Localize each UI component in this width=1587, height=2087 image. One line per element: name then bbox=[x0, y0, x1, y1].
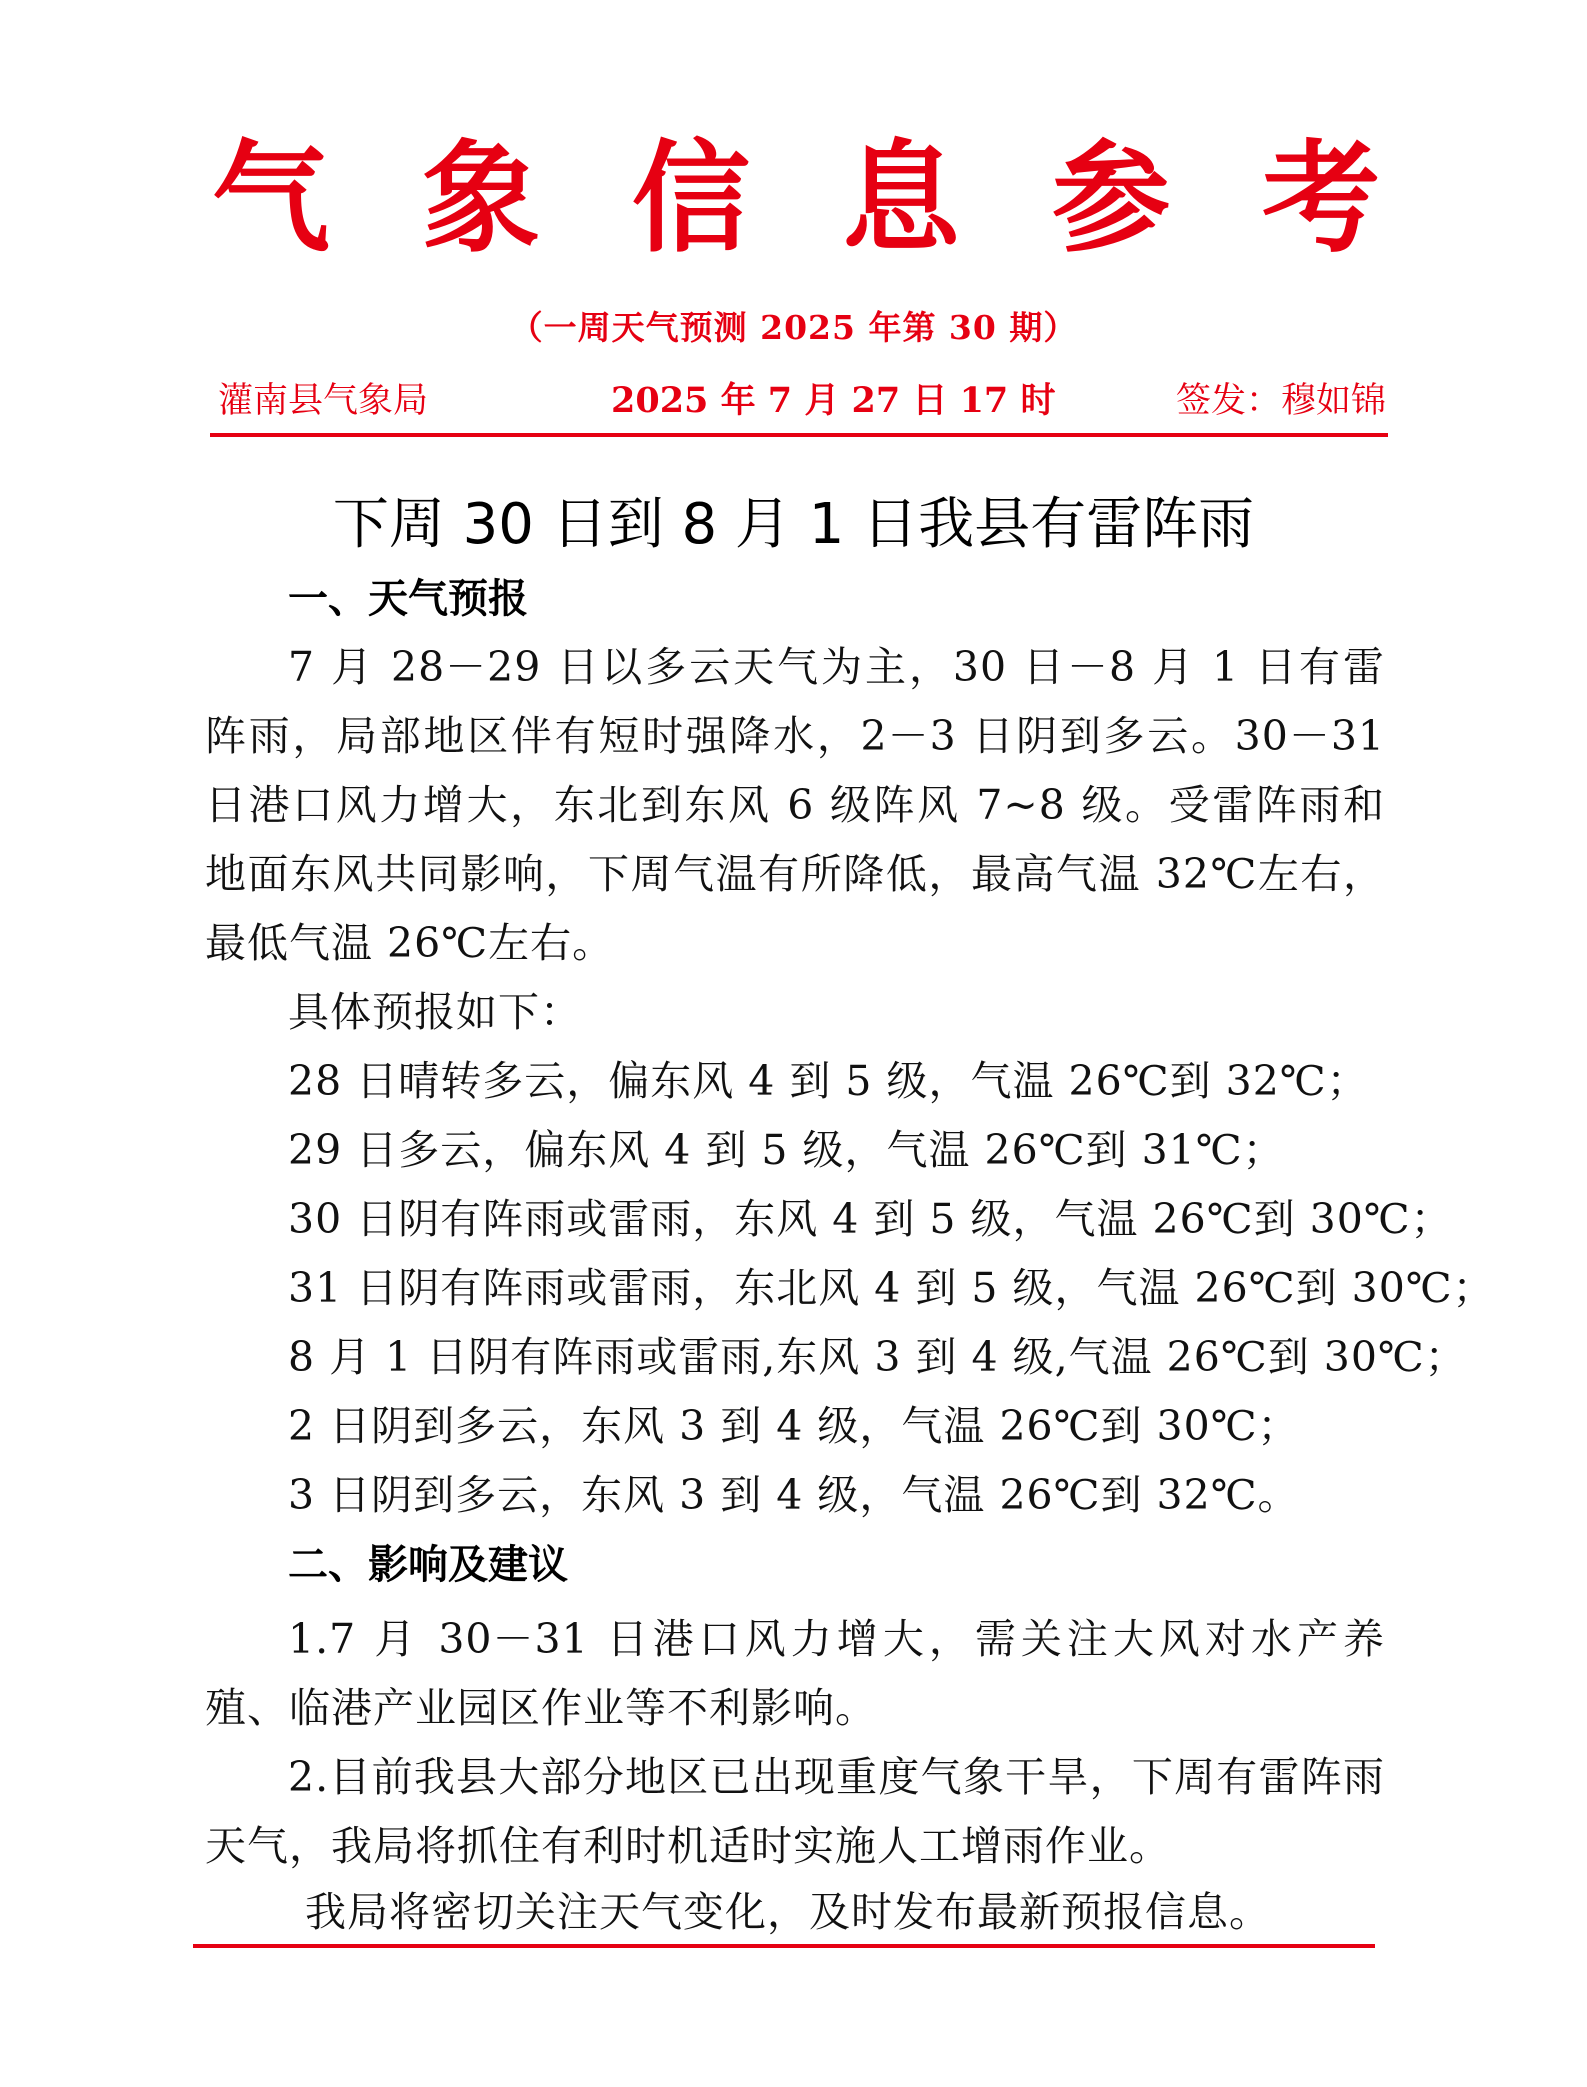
advice-item-2 bbox=[205, 1743, 1385, 1881]
daily-forecast-line: 30 日阴有阵雨或雷雨，东风 4 到 5 级，气温 26℃到 30℃； bbox=[288, 1195, 1453, 1243]
footer-divider bbox=[193, 1944, 1375, 1948]
header-divider bbox=[210, 433, 1388, 437]
forecast-summary bbox=[205, 633, 1385, 978]
forecast-detail-intro: 具体预报如下： bbox=[288, 988, 582, 1036]
document-headline: 下周 30 日到 8 月 1 日我县有雷阵雨 bbox=[332, 492, 1255, 557]
signer: 签发：穆如锦 bbox=[1175, 381, 1386, 421]
forecast-summary-text: 7 月 28－29 日以多云天气为主，30 日－8 月 1 日有雷阵雨，局部地区伴有短时强降水，2－3 日阴到多云。30－31 日港口风力增大，东北到东风 6 级阵风 7~8 级。受雷阵雨和地面东风共同影响，下周气温有所降低，最高气温 32℃左右，最低气温 26℃左右。 bbox=[205, 643, 1385, 967]
advice-item-2-text: 2.目前我县大部分地区已出现重度气象干旱，下周有雷阵雨天气，我局将抓住有利时机适时实施人工增雨作业。 bbox=[205, 1753, 1385, 1870]
advice-item-1-text: 1.7 月 30－31 日港口风力增大，需关注大风对水产养殖、临港产业园区作业等不利影响。 bbox=[205, 1615, 1385, 1732]
daily-forecast-line: 8 月 1 日阴有阵雨或雷雨,东风 3 到 4 级,气温 26℃到 30℃； bbox=[288, 1333, 1467, 1381]
section-heading-forecast: 一、天气预报 bbox=[288, 576, 528, 622]
masthead-char: 参 bbox=[1051, 126, 1170, 269]
masthead-char: 考 bbox=[1261, 126, 1380, 269]
closing-statement: 我局将密切关注天气变化，及时发布最新预报信息。 bbox=[305, 1888, 1271, 1936]
masthead-char: 信 bbox=[631, 126, 750, 269]
daily-forecast-line: 2 日阴到多云，东风 3 到 4 级，气温 26℃到 30℃； bbox=[288, 1402, 1300, 1450]
masthead-char: 气 bbox=[211, 126, 330, 269]
masthead-title bbox=[196, 128, 1396, 268]
issuing-organization: 灌南县气象局 bbox=[218, 381, 429, 421]
section-heading-advice: 二、影响及建议 bbox=[288, 1542, 568, 1588]
daily-forecast-line: 31 日阴有阵雨或雷雨，东北风 4 到 5 级，气温 26℃到 30℃； bbox=[288, 1264, 1495, 1312]
masthead-char: 象 bbox=[421, 126, 540, 269]
masthead-char: 息 bbox=[841, 126, 960, 269]
daily-forecast-line: 29 日多云，偏东风 4 到 5 级，气温 26℃到 31℃； bbox=[288, 1126, 1285, 1174]
issue-number: （一周天气预测 2025 年第 30 期） bbox=[509, 308, 1078, 347]
advice-item-1 bbox=[205, 1605, 1385, 1743]
issue-datetime: 2025 年 7 月 27 日 17 时 bbox=[611, 380, 1056, 421]
daily-forecast-line: 28 日晴转多云，偏东风 4 到 5 级，气温 26℃到 32℃； bbox=[288, 1057, 1369, 1105]
daily-forecast-line: 3 日阴到多云，东风 3 到 4 级，气温 26℃到 32℃。 bbox=[288, 1471, 1300, 1519]
issuer-row bbox=[218, 377, 1386, 425]
